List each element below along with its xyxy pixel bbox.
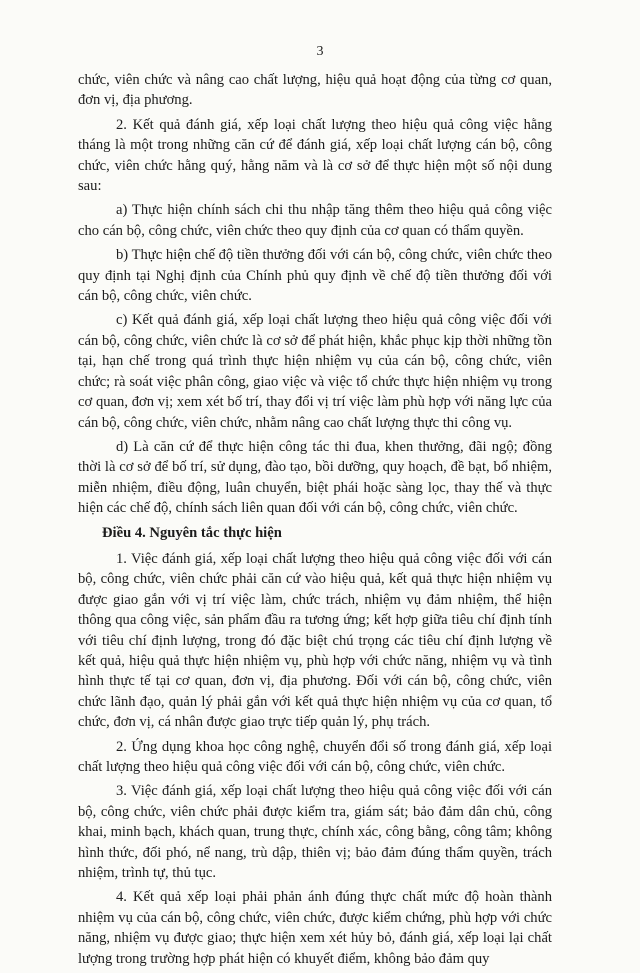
article-paragraph-2: 2. Ứng dụng khoa học công nghệ, chuyển đổi số trong đánh giá, xếp loại chất lượng theo hiệu quả công việc đối với cán bộ, công chức, viên chức. [78,738,552,775]
article-paragraph-3: 3. Việc đánh giá, xếp loại chất lượng theo hiệu quả công việc đối với cán bộ, công chức, viên chức phải được kiểm tra, giám sát; bảo đảm dân chủ, công khai, minh bạch, khách quan, trung thực, chính xác, công bằng, công tâm; không hình thức, đối phó, nể nang, trù dập, thiên vị; bảo đảm đúng thẩm quyền, trách nhiệm, trình tự, thủ tục. [78,783,552,882]
paragraph-item-a: a) Thực hiện chính sách chi thu nhập tăng thêm theo hiệu quả công việc cho cán bộ, công chức, viên chức theo quy định của cơ quan có thẩm quyền. [78,202,552,239]
paragraph-item-b: b) Thực hiện chế độ tiền thưởng đối với cán bộ, công chức, viên chức theo quy định tại Nghị định của Chính phủ quy định về chế độ tiền thưởng đối với cán bộ, công chức, viên chức. [78,247,552,305]
paragraph-item-d: d) Là căn cứ để thực hiện công tác thi đua, khen thưởng, đãi ngộ; đồng thời là cơ sở để bố trí, sử dụng, đào tạo, bồi dưỡng, quy hoạch, đề bạt, bổ nhiệm, miễn nhiệm, điều động, luân chuyển, biệt phái hoặc sàng lọc, thay thế và thực hiện các chế độ, chính sách liên quan đối với cán bộ, công chức, viên chức. [78,438,552,517]
paragraph-continuation: chức, viên chức và nâng cao chất lượng, hiệu quả hoạt động của từng cơ quan, đơn vị, địa phương. [78,72,552,109]
article-paragraph-4: 4. Kết quả xếp loại phải phản ánh đúng thực chất mức độ hoàn thành nhiệm vụ của cán bộ, công chức, viên chức, được kiểm chứng, phù hợp với chức năng, nhiệm vụ được giao; thực hiện xem xét hủy bỏ, đánh giá, xếp loại lại chất lượng trong trường hợp phát hiện có khuyết điểm, không bảo đảm quy [78,889,552,967]
paragraph-item-c: c) Kết quả đánh giá, xếp loại chất lượng theo hiệu quả công việc đối với cán bộ, công chức, viên chức là cơ sở để phát hiện, khắc phục kịp thời những tồn tại, hạn chế trong quá trình thực hiện nhiệm vụ của cán bộ, công chức, viên chức; rà soát việc phân công, giao việc và việc tổ chức thực hiện nhiệm vụ trong cơ quan, đơn vị; xem xét bố trí, thay đổi vị trí việc làm phù hợp với năng lực của cán bộ, công chức, viên chức, nhằm nâng cao chất lượng thực thi công vụ. [78,312,552,431]
page-number: 3 [316,44,324,59]
paragraph-item-2: 2. Kết quả đánh giá, xếp loại chất lượng theo hiệu quả công việc hằng tháng là một trong những căn cứ để đánh giá, xếp loại chất lượng cán bộ, công chức, viên chức hằng quý, hằng năm và là cơ sở để thực hiện một số nội dung sau: [78,116,552,195]
article-heading: Điều 4. Nguyên tắc thực hiện [102,524,282,541]
document-body [78,70,552,973]
article-paragraph-1: 1. Việc đánh giá, xếp loại chất lượng theo hiệu quả công việc đối với cán bộ, công chức, viên chức phải căn cứ vào hiệu quả, kết quả thực hiện nhiệm vụ được giao gắn với vị trí việc làm, chức trách, nhiệm vụ đảm nhiệm, thể hiện thông qua công việc, sản phẩm đầu ra tương ứng; kết hợp giữa tiêu chí định tính với tiêu chí định lượng, trong đó đặc biệt chú trọng các tiêu chí định lượng về kết quả, hiệu quả thực hiện nhiệm vụ, phù hợp với chức năng, nhiệm vụ và tình hình thực tế tại cơ quan, đơn vị, địa phương. Đối với cán bộ, công chức, viên chức lãnh đạo, quản lý phải gắn với kết quả thực hiện nhiệm vụ của cơ quan, tổ chức, đơn vị, cá nhân được giao trực tiếp quản lý, phụ trách. [78,550,552,731]
